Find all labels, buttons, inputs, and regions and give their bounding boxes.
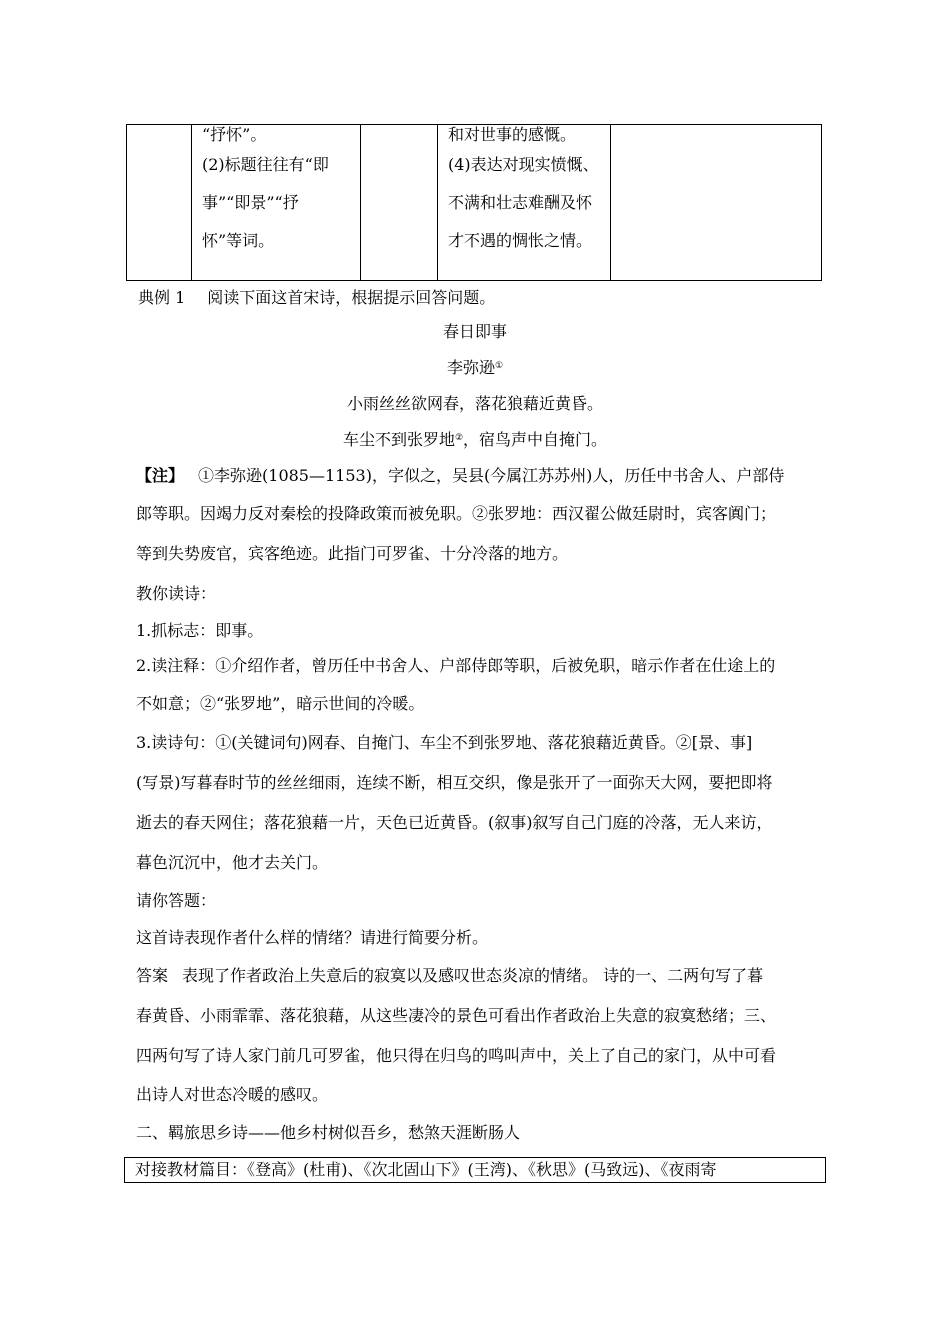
note-line-1 [136,466,784,486]
example-instruction: 阅读下面这首宋诗，根据提示回答问题。 [207,288,496,307]
question-heading: 请你答题： [136,891,217,910]
example-header [138,288,495,308]
answer-line: 四两句写了诗人家门前几可罗雀，他只得在归鸟的鸣叫声中，关上了自己的家门，从中可看 [136,1046,777,1065]
poem-title: 春日即事 [442,322,507,341]
table-text: 和对世事的感慨。 [448,125,577,144]
example-label: 典例 1 [138,288,186,307]
guide-line: 逝去的春天网住；落花狼藉一片，天色已近黄昏。(叙事)叙写自己门庭的冷落，无人来访， [136,813,773,832]
poetry-type-table [126,124,822,281]
table-cell-empty-1 [127,125,192,281]
author-name: 李弥逊 [446,358,495,377]
answer-line: 出诗人对世态冷暖的感叹。 [136,1085,329,1104]
guide-line: 1.抓标志：即事。 [136,621,264,640]
table-text: (2)标题往往有“即 [202,155,329,174]
poem-author [0,358,950,378]
poem-line-2-part-a: 车尘不到张罗地 [342,430,455,449]
author-note-mark: ① [494,361,504,371]
table-cell-emotions [438,125,611,281]
table-text: 才不遇的惆怅之情。 [448,231,593,250]
table-cell-features [192,125,361,281]
note-label: 【注】 [136,466,185,485]
question-text: 这首诗表现作者什么样的情绪？请进行简要分析。 [136,928,489,947]
section-title: 二、羁旅思乡诗——他乡村树似吾乡，愁煞天涯断肠人 [136,1123,521,1142]
poem-line-1: 小雨丝丝欲网春，落花狼藉近黄昏。 [346,394,603,413]
table-cell-empty-2 [361,125,438,281]
table-text: (4)表达对现实愤慨、 [448,155,599,174]
table-text: 怀”等词。 [202,231,275,250]
answer-line-1 [136,966,763,986]
answer-line: 春黄昏、小雨霏霏、落花狼藉，从这些凄冷的景色可看出作者政治上失意的寂寞愁绪；三、 [136,1006,777,1025]
poem-note-mark: ② [454,433,464,443]
poem-line-2-part-b: ，宿鸟声中自掩门。 [463,430,608,449]
answer-text: 表现了作者政治上失意后的寂寞以及感叹世态炎凉的情绪。 诗的一、二两句写了暮 [182,966,764,985]
textbook-box-text: 对接教材篇目：《登高》(杜甫)、《次北固山下》(王湾)、《秋思》(马致远)、《夜雨寄 [135,1160,717,1179]
table-text: 不满和壮志难酬及怀 [448,193,593,212]
guide-line: 3.读诗句：①(关键词句)网春、自掩门、车尘不到张罗地、落花狼藉近黄昏。②[景、事] [136,733,753,752]
table-cell-empty-3 [611,125,822,281]
note-text: ①李弥逊(1085—1153)，字似之，吴县(今属江苏苏州)人，历任中书舍人、户部侍 [198,466,785,485]
table-text: 事”“即景”“抒 [202,193,299,212]
answer-label: 答案 [136,966,169,985]
guide-heading: 教你读诗： [136,584,217,603]
guide-line: 暮色沉沉中，他才去关门。 [136,853,329,872]
textbook-box [124,1157,826,1183]
note-line-3: 等到失势废官，宾客绝迹。此指门可罗雀、十分冷落的地方。 [136,544,569,563]
note-line-2: 郎等职。因竭力反对秦桧的投降政策而被免职。②张罗地：西汉翟公做廷尉时，宾客阗门； [136,504,777,523]
guide-line: 不如意；②“张罗地”，暗示世间的冷暖。 [136,694,425,713]
poem-line-2 [0,430,950,450]
guide-line: 2.读注释：①介绍作者，曾历任中书舍人、户部侍郎等职，后被免职，暗示作者在仕途上的 [136,656,776,675]
guide-line: (写景)写暮春时节的丝丝细雨，连续不断，相互交织，像是张开了一面弥天大网，要把即将 [136,773,773,792]
table-text: “抒怀”。 [202,125,267,144]
